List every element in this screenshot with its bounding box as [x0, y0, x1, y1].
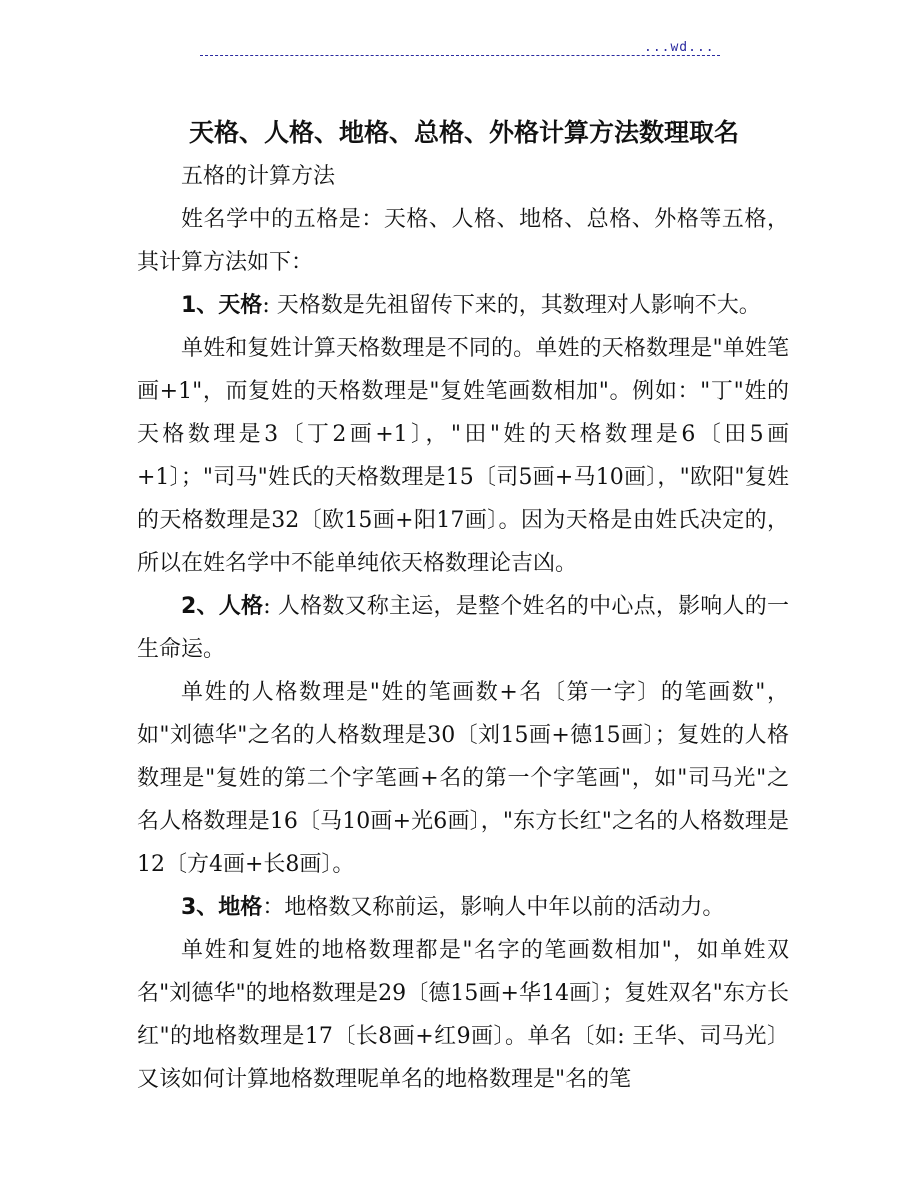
- section-dige-body: 单姓和复姓的地格数理都是"名字的笔画数相加"，如单姓双名"刘德华"的地格数理是29〔德15画+华14画〕；复姓双名"东方长红"的地格数理是17〔长8画+红9画〕。单名〔如: 王华、司马光〕又该如何计算地格数理呢单名的地格数理是"名的笔: [137, 938, 789, 1092]
- section-renge-lead-text: : 人格数又称主运，是整个姓名的中心点，影响人的一生命运。: [137, 594, 789, 662]
- header-dashed-rule: [200, 55, 720, 56]
- section-renge-lead: [137, 585, 789, 671]
- document-body: [137, 113, 789, 1101]
- intro-paragraph: 姓名学中的五格是：天格、人格、地格、总格、外格等五格，其计算方法如下：: [137, 207, 789, 275]
- section-tiange-heading: 1、天格: [181, 293, 263, 318]
- section-dige-lead: [137, 886, 789, 929]
- section-dige-heading: 3、地格: [181, 895, 263, 920]
- section-dige-lead-text: ：地格数又称前运，影响人中年以前的活动力。: [262, 895, 725, 920]
- section-tiange-lead-text: : 天格数是先祖留传下来的，其数理对人影响不大。: [262, 293, 761, 318]
- document-title: 天格、人格、地格、总格、外格计算方法数理取名: [189, 118, 740, 147]
- section-tiange-lead: [137, 284, 789, 327]
- section-renge-body: 单姓的人格数理是"姓的笔画数+名〔第一字〕的笔画数"，如"刘德华"之名的人格数理是30〔刘15画+德15画〕；复姓的人格数理是"复姓的第二个字笔画+名的第一个字笔画"，如"司马光"之名人格数理是16〔马10画+光6画〕，"东方长红"之名的人格数理是12〔方4画+长8画〕。: [137, 680, 789, 877]
- header-mark: ...wd...: [644, 40, 715, 55]
- section-tiange-body: 单姓和复姓计算天格数理是不同的。单姓的天格数理是"单姓笔画+1"，而复姓的天格数理是"复姓笔画数相加"。例如："丁"姓的天格数理是3〔丁2画+1〕，"田"姓的天格数理是6〔田5画+1〕；"司马"姓氏的天格数理是15〔司5画+马10画〕，"欧阳"复姓的天格数理是32〔欧15画+阳17画〕。因为天格是由姓氏决定的，所以在姓名学中不能单纯依天格数理论吉凶。: [137, 336, 789, 576]
- section-renge-heading: 2、人格: [181, 594, 264, 619]
- subtitle: 五格的计算方法: [181, 164, 336, 189]
